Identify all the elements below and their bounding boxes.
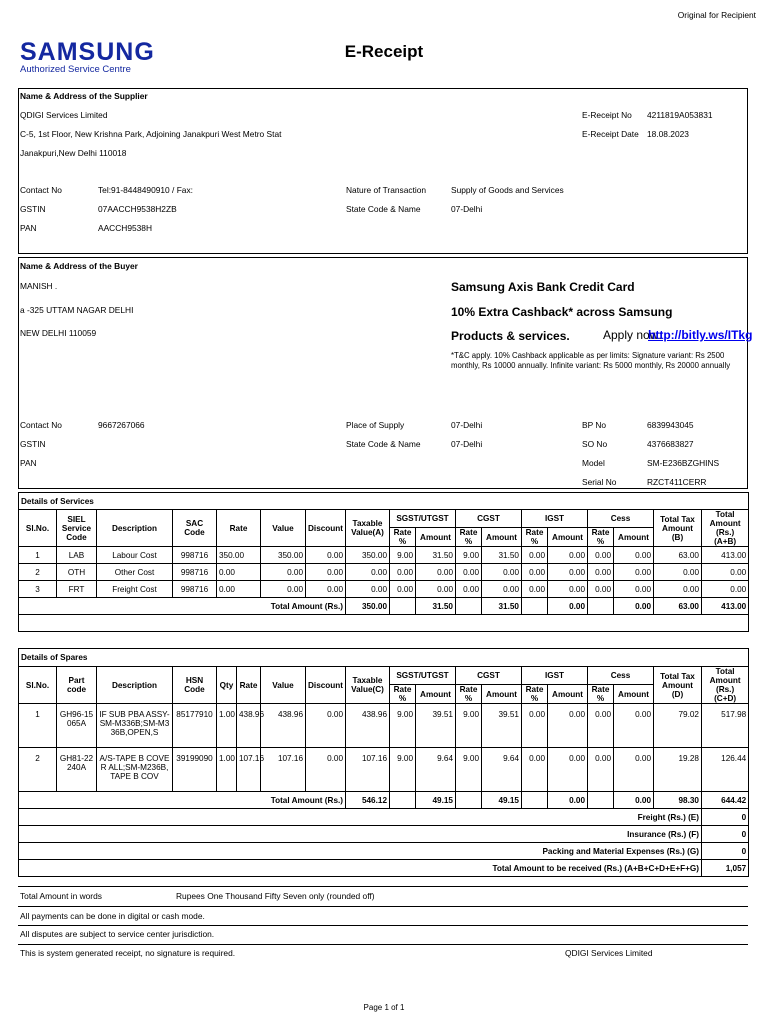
cell-cess-rate: 0.00 — [588, 581, 614, 598]
spares-total-taxable: 546.12 — [346, 792, 390, 809]
table-row — [19, 581, 749, 598]
cell-value: 0.00 — [261, 581, 306, 598]
spares-header-discount: Discount — [306, 667, 346, 704]
header-rate-pct: Rate % — [522, 528, 548, 547]
spares-header-rate-pct: Rate % — [522, 685, 548, 704]
cell-sgst-rate: 0.00 — [390, 564, 416, 581]
spares-header-sgst: SGST/UTGST — [390, 667, 456, 685]
services-total-igst: 0.00 — [548, 598, 588, 615]
spares-total-igst: 0.00 — [548, 792, 588, 809]
spares-header-taxable: Taxable Value(C) — [346, 667, 390, 704]
spares-header-sl: Sl.No. — [19, 667, 57, 704]
cell-rate: 438.96 — [237, 704, 261, 748]
cell-igst-amount: 0.00 — [548, 581, 588, 598]
cell-value: 350.00 — [261, 547, 306, 564]
services-total-cgst: 31.50 — [482, 598, 522, 615]
buyer-name: MANISH . — [20, 281, 58, 291]
place-value: 07-Delhi — [451, 420, 483, 430]
page-number: Page 1 of 1 — [363, 1003, 405, 1012]
cell-igst-amount: 0.00 — [548, 704, 588, 748]
cell-discount: 0.00 — [306, 547, 346, 564]
serial-label: Serial No — [582, 477, 617, 487]
place-label: Place of Supply — [346, 420, 405, 430]
cell-qty: 1.00 — [217, 704, 237, 748]
spares-header-cess: Cess — [588, 667, 654, 685]
cell-code: OTH — [57, 564, 97, 581]
cell-cgst-amount: 39.51 — [482, 704, 522, 748]
buyer-section-label: Name & Address of the Buyer — [20, 261, 138, 271]
spares-total-tax: 98.30 — [654, 792, 702, 809]
services-total-label: Total Amount (Rs.) — [19, 598, 346, 615]
cell-total: 126.44 — [702, 748, 749, 792]
supplier-gstin-label: GSTIN — [20, 204, 46, 214]
supplier-name: QDIGI Services Limited — [20, 110, 108, 120]
services-table — [18, 492, 749, 632]
so-label: SO No — [582, 439, 608, 449]
cell-sgst-amount: 0.00 — [416, 564, 456, 581]
cell-cgst-amount: 31.50 — [482, 547, 522, 564]
cell-cgst-amount: 0.00 — [482, 581, 522, 598]
cell-hsn: 85177910 — [173, 704, 217, 748]
cell-cess-rate: 0.00 — [588, 564, 614, 581]
cell-tax: 0.00 — [654, 581, 702, 598]
bp-value: 6839943045 — [647, 420, 694, 430]
cell-cess-rate: 0.00 — [588, 704, 614, 748]
cell-sgst-rate: 0.00 — [390, 581, 416, 598]
header-sgst: SGST/UTGST — [390, 510, 456, 528]
spares-header-cgst: CGST — [456, 667, 522, 685]
logo-subtitle: Authorized Service Centre — [20, 64, 131, 75]
cell-desc: Labour Cost — [97, 547, 173, 564]
spares-header-part: Part code — [57, 667, 97, 704]
spares-table — [18, 648, 749, 877]
spares-header-amount: Amount — [416, 685, 456, 704]
cell-sgst-amount: 9.64 — [416, 748, 456, 792]
cell-desc: Freight Cost — [97, 581, 173, 598]
cell-igst-rate: 0.00 — [522, 547, 548, 564]
cell-cess-amount: 0.00 — [614, 748, 654, 792]
receipt-date-label: E-Receipt Date — [582, 129, 639, 139]
spares-header-qty: Qty — [217, 667, 237, 704]
cell-taxable: 107.16 — [346, 748, 390, 792]
supplier-state-label: State Code & Name — [346, 204, 421, 214]
services-total-row — [19, 598, 749, 615]
buyer-address-1: a -325 UTTAM NAGAR DELHI — [20, 305, 134, 315]
cell-sl: 1 — [19, 547, 57, 564]
cell-total: 413.00 — [702, 547, 749, 564]
cell-value: 107.16 — [261, 748, 306, 792]
spares-header-value: Value — [261, 667, 306, 704]
spares-total-label: Total Amount (Rs.) — [19, 792, 346, 809]
header-sl: Sl.No. — [19, 510, 57, 547]
header-igst: IGST — [522, 510, 588, 528]
spares-total-amount: 644.42 — [702, 792, 749, 809]
cell-sl: 1 — [19, 704, 57, 748]
cell-rate: 107.16 — [237, 748, 261, 792]
spares-header-amount: Amount — [548, 685, 588, 704]
cell-cess-amount: 0.00 — [614, 547, 654, 564]
cell-taxable: 350.00 — [346, 547, 390, 564]
buyer-section — [18, 257, 748, 489]
services-total-amount: 413.00 — [702, 598, 749, 615]
services-total-tax: 63.00 — [654, 598, 702, 615]
cell-cess-amount: 0.00 — [614, 564, 654, 581]
buyer-contact-label: Contact No — [20, 420, 62, 430]
supplier-gstin: 07AACCH9538H2ZB — [98, 204, 177, 214]
cell-sgst-amount: 39.51 — [416, 704, 456, 748]
buyer-address-2: NEW DELHI 110059 — [20, 328, 97, 338]
amount-in-words-label: Total Amount in words — [20, 891, 102, 901]
cell-discount: 0.00 — [306, 748, 346, 792]
cell-cgst-rate: 0.00 — [456, 564, 482, 581]
so-value: 4376683827 — [647, 439, 694, 449]
header-taxable: Taxable Value(A) — [346, 510, 390, 547]
spares-header-igst: IGST — [522, 667, 588, 685]
supplier-contact: Tel:91-8448490910 / Fax: — [98, 185, 193, 195]
cell-rate: 0.00 — [217, 581, 261, 598]
header-total-tax: Total Tax Amount (B) — [654, 510, 702, 547]
table-row — [19, 704, 749, 748]
nature-value: Supply of Goods and Services — [451, 185, 564, 195]
model-label: Model — [582, 458, 605, 468]
cell-value: 0.00 — [261, 564, 306, 581]
spares-section-label: Details of Spares — [19, 649, 749, 667]
insurance-label: Insurance (Rs.) (F) — [19, 826, 702, 843]
bp-label: BP No — [582, 420, 607, 430]
cell-part: GH96-15065A — [57, 704, 97, 748]
header-rate: Rate — [217, 510, 261, 547]
cell-tax: 0.00 — [654, 564, 702, 581]
receipt-date: 18.08.2023 — [647, 129, 689, 139]
cell-cgst-rate: 9.00 — [456, 748, 482, 792]
promo-note: *T&C apply. 10% Cashback applicable as per limits: Signature variant: Rs 2500 monthly, Rs 10000 annually. Infinite variant: Rs 5000 monthly, Rs 20000 annually — [451, 351, 731, 370]
amount-in-words: Rupees One Thousand Fifty Seven only (rounded off) — [176, 891, 375, 901]
cell-sgst-amount: 0.00 — [416, 581, 456, 598]
header-amount: Amount — [614, 528, 654, 547]
cell-desc: A/S-TAPE B COVER ALL;SM-M236B,TAPE B COV — [97, 748, 173, 792]
grand-total-label: Total Amount to be received (Rs.) (A+B+C+D+E+F+G) — [19, 860, 702, 877]
cell-desc: IF SUB PBA ASSY-SM-M336B;SM-M336B,OPEN,S — [97, 704, 173, 748]
cell-sl: 2 — [19, 748, 57, 792]
nature-label: Nature of Transaction — [346, 185, 427, 195]
header-desc: Description — [97, 510, 173, 547]
promo-line-1: Samsung Axis Bank Credit Card — [451, 280, 635, 294]
supplier-state: 07-Delhi — [451, 204, 483, 214]
promo-line-2: 10% Extra Cashback* across Samsung — [451, 305, 673, 319]
buyer-contact: 9667267066 — [98, 420, 145, 430]
cell-sl: 3 — [19, 581, 57, 598]
cell-tax: 63.00 — [654, 547, 702, 564]
spares-header-desc: Description — [97, 667, 173, 704]
header-code: SIEL Service Code — [57, 510, 97, 547]
cell-igst-rate: 0.00 — [522, 704, 548, 748]
buyer-pan-label: PAN — [20, 458, 37, 468]
cell-discount: 0.00 — [306, 704, 346, 748]
header-cgst: CGST — [456, 510, 522, 528]
cell-discount: 0.00 — [306, 564, 346, 581]
services-section-label: Details of Services — [19, 493, 749, 510]
cell-code: FRT — [57, 581, 97, 598]
cell-qty: 1.00 — [217, 748, 237, 792]
header-rate-pct: Rate % — [456, 528, 482, 547]
cell-sgst-rate: 9.00 — [390, 704, 416, 748]
spares-header-rate-pct: Rate % — [588, 685, 614, 704]
freight-label: Freight (Rs.) (E) — [19, 809, 702, 826]
packing-value: 0 — [702, 843, 749, 860]
header-total-amount: Total Amount (Rs.) (A+B) — [702, 510, 749, 547]
cell-sgst-rate: 9.00 — [390, 547, 416, 564]
supplier-address-1: C-5, 1st Floor, New Krishna Park, Adjoining Janakpuri West Metro Stat — [20, 129, 282, 139]
signature-note: This is system generated receipt, no signature is required. — [20, 948, 236, 958]
packing-label: Packing and Material Expenses (Rs.) (G) — [19, 843, 702, 860]
footer-company: QDIGI Services Limited — [565, 948, 653, 958]
receipt-no: 4211819A053831 — [647, 110, 713, 120]
cell-sl: 2 — [19, 564, 57, 581]
cell-rate: 350.00 — [217, 547, 261, 564]
table-row — [19, 748, 749, 792]
logo-brand: SAMSUNG — [20, 38, 155, 66]
cell-rate: 0.00 — [217, 564, 261, 581]
spares-header-total-tax: Total Tax Amount (D) — [654, 667, 702, 704]
spares-header-amount: Amount — [614, 685, 654, 704]
promo-link[interactable]: http://bitly.ws/ITkg — [648, 328, 753, 342]
cell-sac: 998716 — [173, 581, 217, 598]
original-for-recipient: Original for Recipient — [677, 10, 756, 20]
supplier-pan-label: PAN — [20, 223, 37, 233]
buyer-state-label: State Code & Name — [346, 439, 421, 449]
cell-code: LAB — [57, 547, 97, 564]
cell-desc: Other Cost — [97, 564, 173, 581]
cell-cess-amount: 0.00 — [614, 581, 654, 598]
header-value: Value — [261, 510, 306, 547]
cell-igst-rate: 0.00 — [522, 564, 548, 581]
services-total-sgst: 31.50 — [416, 598, 456, 615]
serial-value: RZCT411CERR — [647, 477, 707, 487]
grand-total-value: 1,057 — [702, 860, 749, 877]
cell-sgst-rate: 9.00 — [390, 748, 416, 792]
header-amount: Amount — [548, 528, 588, 547]
spares-header-amount: Amount — [482, 685, 522, 704]
cell-total: 0.00 — [702, 581, 749, 598]
cell-igst-amount: 0.00 — [548, 748, 588, 792]
cell-sac: 998716 — [173, 547, 217, 564]
cell-sgst-amount: 31.50 — [416, 547, 456, 564]
promo-apply-label: Apply now: — [603, 328, 662, 342]
spares-total-cgst: 49.15 — [482, 792, 522, 809]
cell-tax: 79.02 — [654, 704, 702, 748]
cell-taxable: 0.00 — [346, 564, 390, 581]
spares-header-hsn: HSN Code — [173, 667, 217, 704]
spares-total-sgst: 49.15 — [416, 792, 456, 809]
payment-note: All payments can be done in digital or cash mode. — [20, 911, 205, 921]
cell-cess-rate: 0.00 — [588, 547, 614, 564]
header-sac: SAC Code — [173, 510, 217, 547]
header-amount: Amount — [416, 528, 456, 547]
cell-tax: 19.28 — [654, 748, 702, 792]
cell-total: 517.98 — [702, 704, 749, 748]
spares-header-rate-pct: Rate % — [456, 685, 482, 704]
services-total-taxable: 350.00 — [346, 598, 390, 615]
cell-hsn: 39199090 — [173, 748, 217, 792]
header-rate-pct: Rate % — [390, 528, 416, 547]
buyer-state: 07-Delhi — [451, 439, 483, 449]
spares-header-rate: Rate — [237, 667, 261, 704]
page-title: E-Receipt — [344, 42, 424, 61]
supplier-address-2: Janakpuri,New Delhi 110018 — [20, 148, 127, 158]
header-cess: Cess — [588, 510, 654, 528]
cell-cgst-rate: 0.00 — [456, 581, 482, 598]
services-total-cess: 0.00 — [614, 598, 654, 615]
cell-total: 0.00 — [702, 564, 749, 581]
table-row — [19, 547, 749, 564]
spares-header-rate-pct: Rate % — [390, 685, 416, 704]
supplier-pan: AACCH9538H — [98, 223, 152, 233]
model-value: SM-E236BZGHINS — [647, 458, 720, 468]
insurance-value: 0 — [702, 826, 749, 843]
header-discount: Discount — [306, 510, 346, 547]
jurisdiction-note: All disputes are subject to service center jurisdiction. — [20, 929, 215, 939]
supplier-contact-label: Contact No — [20, 185, 62, 195]
cell-igst-rate: 0.00 — [522, 581, 548, 598]
header-rate-pct: Rate % — [588, 528, 614, 547]
cell-cess-amount: 0.00 — [614, 704, 654, 748]
cell-sac: 998716 — [173, 564, 217, 581]
receipt-no-label: E-Receipt No — [582, 110, 632, 120]
cell-igst-amount: 0.00 — [548, 547, 588, 564]
spares-total-cess: 0.00 — [614, 792, 654, 809]
cell-taxable: 438.96 — [346, 704, 390, 748]
buyer-gstin-label: GSTIN — [20, 439, 46, 449]
cell-taxable: 0.00 — [346, 581, 390, 598]
cell-part: GH81-22240A — [57, 748, 97, 792]
cell-value: 438.96 — [261, 704, 306, 748]
spares-header-total-amount: Total Amount (Rs.) (C+D) — [702, 667, 749, 704]
cell-igst-rate: 0.00 — [522, 748, 548, 792]
spares-total-row — [19, 792, 749, 809]
cell-cgst-rate: 9.00 — [456, 704, 482, 748]
cell-cgst-amount: 0.00 — [482, 564, 522, 581]
cell-cgst-amount: 9.64 — [482, 748, 522, 792]
supplier-section-label: Name & Address of the Supplier — [20, 91, 148, 101]
cell-igst-amount: 0.00 — [548, 564, 588, 581]
table-row — [19, 564, 749, 581]
header-amount: Amount — [482, 528, 522, 547]
cell-cgst-rate: 9.00 — [456, 547, 482, 564]
promo-line-3: Products & services. — [451, 329, 570, 343]
freight-value: 0 — [702, 809, 749, 826]
cell-discount: 0.00 — [306, 581, 346, 598]
cell-cess-rate: 0.00 — [588, 748, 614, 792]
